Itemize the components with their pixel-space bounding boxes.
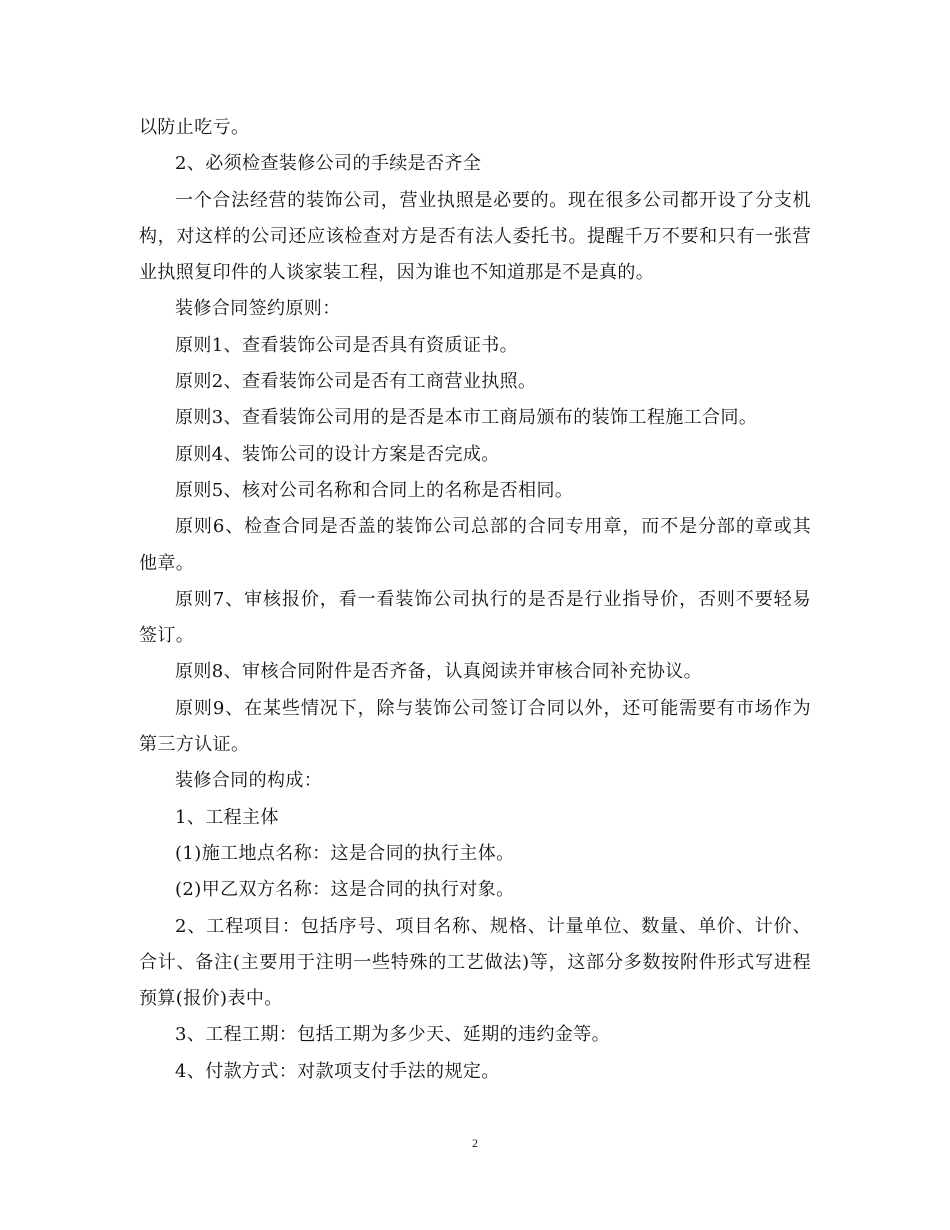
paragraph-17: (2)甲乙双方名称：这是合同的执行对象。 <box>175 879 515 901</box>
paragraph-8: 原则4、装饰公司的设计方案是否完成。 <box>175 443 500 465</box>
paragraph-5: 原则1、查看装饰公司是否具有资质证书。 <box>175 334 519 356</box>
page-number: 2 <box>472 1136 478 1150</box>
paragraph-6: 原则2、查看装饰公司是否有工商营业执照。 <box>175 371 537 393</box>
paragraph-13: 原则9、在某些情况下，除与装饰公司签订合同以外，还可能需要有市场作为第三方认证。 <box>139 697 811 756</box>
paragraph-19: 3、工程工期：包括工期为多少天、延期的违约金等。 <box>175 1024 611 1046</box>
paragraph-20: 4、付款方式：对款项支付手法的规定。 <box>175 1060 500 1082</box>
paragraph-2: 2、必须检查装修公司的手续是否齐全 <box>175 153 482 175</box>
paragraph-9: 原则5、核对公司名称和合同上的名称是否相同。 <box>175 479 574 501</box>
document-body <box>139 110 811 1090</box>
paragraph-18: 2、工程项目：包括序号、项目名称、规格、计量单位、数量、单价、计价、合计、备注(主要用于注明一些特殊的工艺做法)等，这部分多数按附件形式写进程预算(报价)表中。 <box>139 915 811 1010</box>
paragraph-15: 1、工程主体 <box>175 806 279 828</box>
paragraph-11: 原则7、审核报价，看一看装饰公司执行的是否是行业指导价，否则不要轻易签订。 <box>139 588 811 647</box>
paragraph-1: 以防止吃亏。 <box>139 117 250 138</box>
paragraph-12: 原则8、审核合同附件是否齐备，认真阅读并审核合同补充协议。 <box>175 661 703 683</box>
paragraph-10: 原则6、检查合同是否盖的装饰公司总部的合同专用章，而不是分部的章或其他章。 <box>139 516 811 574</box>
paragraph-3: 一个合法经营的装饰公司，营业执照是必要的。现在很多公司都开设了分支机构，对这样的公司还应该检查对方是否有法人委托书。提醒千万不要和只有一张营业执照复印件的人谈家装工程，因为谁也不知道那是不是真的。 <box>139 189 811 284</box>
paragraph-4: 装修合同签约原则： <box>175 298 341 320</box>
paragraph-14: 装修合同的构成： <box>175 770 323 792</box>
paragraph-7: 原则3、查看装饰公司用的是否是本市工商局颁布的装饰工程施工合同。 <box>175 407 758 429</box>
paragraph-16: (1)施工地点名称：这是合同的执行主体。 <box>175 842 515 864</box>
